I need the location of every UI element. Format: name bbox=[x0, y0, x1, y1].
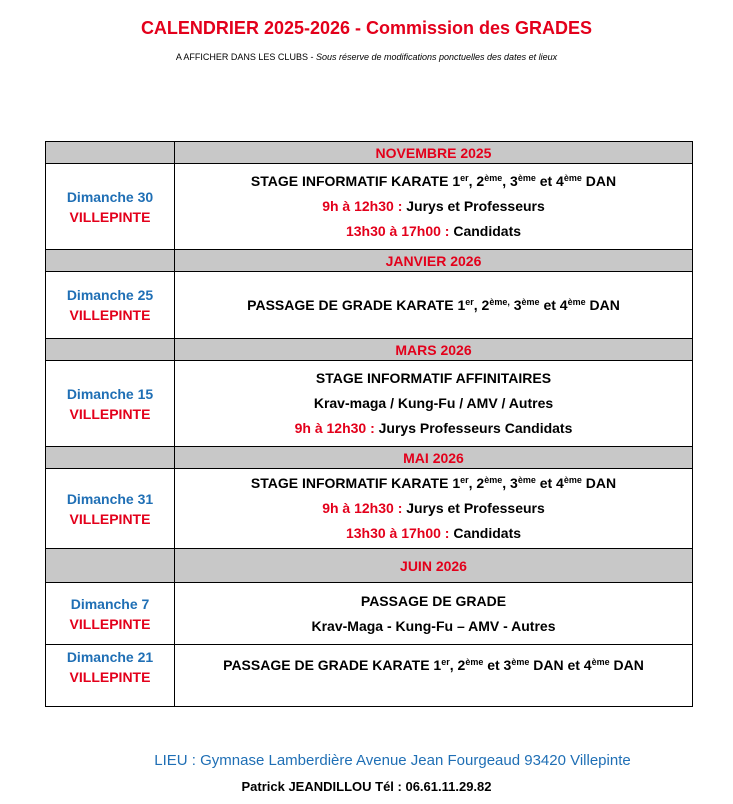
month-label: NOVEMBRE 2025 bbox=[175, 142, 693, 164]
month-label: JUIN 2026 bbox=[175, 549, 693, 583]
event-day: Dimanche 7 bbox=[70, 595, 150, 612]
event-day: Dimanche 30 bbox=[66, 188, 154, 205]
month-row-november bbox=[46, 142, 693, 164]
event-title: PASSAGE DE GRADE KARATE 1er, 2ème et 3ème DAN et 4ème DAN bbox=[223, 657, 644, 673]
venue-line: LIEU : Gymnase Lamberdière Avenue Jean Fourgeaud 93420 Villepinte bbox=[154, 752, 631, 769]
event-place: VILLEPINTE bbox=[69, 669, 151, 685]
event-day: Dimanche 21 bbox=[66, 649, 154, 665]
event-disciplines: Krav-Maga - Kung-Fu – AMV - Autres bbox=[311, 617, 556, 634]
event-place: VILLEPINTE bbox=[69, 208, 151, 225]
subtitle-notice: A AFFICHER DANS LES CLUBS - bbox=[175, 52, 316, 62]
event-date-cell bbox=[46, 645, 175, 707]
event-row bbox=[46, 164, 693, 250]
event-title: STAGE INFORMATIF KARATE 1er, 2ème, 3ème et 4ème DAN bbox=[250, 475, 617, 491]
month-row-blank bbox=[46, 339, 175, 361]
event-details-cell bbox=[175, 469, 693, 549]
event-row bbox=[46, 583, 693, 645]
event-schedule-1: 9h à 12h30 : Jurys et Professeurs bbox=[322, 500, 545, 516]
month-row-march bbox=[46, 339, 693, 361]
event-disciplines: Krav-maga / Kung-Fu / AMV / Autres bbox=[313, 395, 554, 411]
month-row-june bbox=[46, 549, 693, 583]
page-title: CALENDRIER 2025-2026 - Commission des GRADES bbox=[140, 18, 593, 38]
subtitle-disclaimer: Sous réserve de modifications ponctuelles des dates et lieux bbox=[315, 52, 558, 62]
month-label: MAI 2026 bbox=[175, 447, 693, 469]
event-date-cell bbox=[46, 469, 175, 549]
event-place: VILLEPINTE bbox=[69, 307, 151, 323]
event-place: VILLEPINTE bbox=[69, 405, 151, 422]
contact-line: Patrick JEANDILLOU Tél : 06.61.11.29.82 bbox=[241, 779, 492, 794]
event-details-cell bbox=[175, 645, 693, 707]
event-title: PASSAGE DE GRADE KARATE 1er, $2^{ème,}$ 3ème et 4ème DAN bbox=[247, 296, 620, 313]
event-row bbox=[46, 645, 693, 707]
month-label: MARS 2026 bbox=[175, 339, 693, 361]
event-place: VILLEPINTE bbox=[69, 615, 151, 632]
event-schedule-2: 13h30 à 17h00 : Candidats bbox=[345, 223, 522, 239]
month-row-blank bbox=[46, 250, 175, 272]
event-schedule-2: 13h30 à 17h00 : Candidats bbox=[345, 525, 522, 541]
month-label: JANVIER 2026 bbox=[175, 250, 693, 272]
page-subtitle bbox=[0, 52, 733, 62]
event-details-cell bbox=[175, 361, 693, 447]
event-schedule-1: 9h à 12h30 : Jurys et Professeurs bbox=[322, 198, 545, 214]
month-row-blank bbox=[46, 549, 175, 583]
event-day: Dimanche 25 bbox=[66, 287, 154, 303]
event-title: STAGE INFORMATIF AFFINITAIRES bbox=[315, 370, 552, 386]
month-row-january bbox=[46, 250, 693, 272]
event-details-cell bbox=[175, 583, 693, 645]
event-row bbox=[46, 361, 693, 447]
event-date-cell bbox=[46, 361, 175, 447]
event-row bbox=[46, 469, 693, 549]
event-day: Dimanche 31 bbox=[66, 490, 154, 507]
event-date-cell bbox=[46, 272, 175, 339]
month-row-may bbox=[46, 447, 693, 469]
event-day: Dimanche 15 bbox=[66, 385, 154, 402]
calendar-table bbox=[45, 141, 693, 707]
event-title: STAGE INFORMATIF KARATE 1er, 2ème, 3ème et 4ème DAN bbox=[250, 173, 617, 189]
event-row bbox=[46, 272, 693, 339]
event-date-cell bbox=[46, 583, 175, 645]
event-schedule-1: 9h à 12h30 : Jurys Professeurs Candidats bbox=[294, 420, 573, 436]
event-details-cell bbox=[175, 164, 693, 250]
event-details-cell bbox=[175, 272, 693, 339]
month-row-blank bbox=[46, 142, 175, 164]
event-place: VILLEPINTE bbox=[69, 510, 151, 527]
event-title: PASSAGE DE GRADE bbox=[360, 592, 507, 609]
event-date-cell bbox=[46, 164, 175, 250]
month-row-blank bbox=[46, 447, 175, 469]
